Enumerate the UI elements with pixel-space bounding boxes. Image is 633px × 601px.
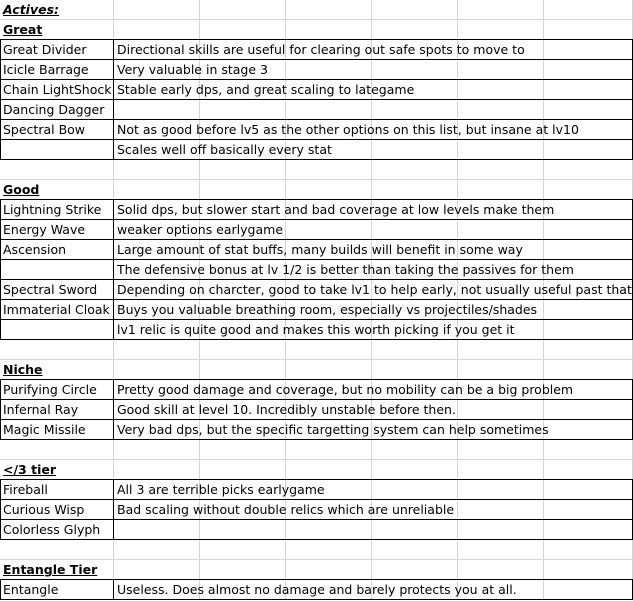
sheet-cell[interactable] <box>286 360 372 380</box>
skill-name <box>0 260 3 280</box>
sheet-cell[interactable] <box>286 100 372 120</box>
sheet-cell[interactable] <box>372 60 458 80</box>
sheet-cell[interactable] <box>458 400 544 420</box>
sheet-row <box>0 0 633 20</box>
skill-name: Spectral Bow <box>3 122 86 137</box>
sheet-row <box>0 60 633 80</box>
sheet-cell[interactable] <box>544 220 633 240</box>
skill-name: Fireball <box>3 482 48 497</box>
sheet-cell[interactable] <box>458 540 544 560</box>
sheet-cell[interactable] <box>114 20 200 40</box>
sheet-cell[interactable] <box>458 560 544 580</box>
row-border <box>0 319 633 320</box>
sheet-cell[interactable] <box>544 300 633 320</box>
row-border <box>0 139 633 140</box>
sheet-cell[interactable] <box>544 240 633 260</box>
sheet-cell[interactable] <box>200 460 286 480</box>
row-border <box>0 119 633 120</box>
sheet-cell[interactable] <box>458 460 544 480</box>
sheet-cell[interactable] <box>114 340 200 360</box>
sheet-cell[interactable] <box>544 160 633 180</box>
sheet-cell[interactable] <box>544 440 633 460</box>
sheet-cell[interactable] <box>286 220 372 240</box>
sheet-cell[interactable] <box>458 500 544 520</box>
skill-name: Curious Wisp <box>3 502 85 517</box>
sheet-row <box>0 340 633 360</box>
sheet-cell[interactable] <box>286 20 372 40</box>
sheet-cell[interactable] <box>114 100 200 120</box>
row-border <box>0 419 633 420</box>
sheet-cell[interactable] <box>544 0 633 20</box>
row-border <box>0 279 633 280</box>
sheet-cell[interactable] <box>372 520 458 540</box>
skill-name: Purifying Circle <box>3 382 97 397</box>
sheet-cell[interactable] <box>544 460 633 480</box>
sheet-cell[interactable] <box>372 480 458 500</box>
sheet-row <box>0 460 633 480</box>
row-border <box>0 59 633 60</box>
sheet-cell[interactable] <box>544 200 633 220</box>
sheet-cell[interactable] <box>114 180 200 200</box>
sheet-cell[interactable] <box>544 400 633 420</box>
sheet-cell[interactable] <box>200 180 286 200</box>
sheet-cell[interactable] <box>372 340 458 360</box>
sheet-cell[interactable] <box>200 360 286 380</box>
sheet-cell[interactable] <box>372 160 458 180</box>
skill-note: weaker options earlygame <box>117 222 284 237</box>
sheet-cell[interactable] <box>372 440 458 460</box>
skill-note: Stable early dps, and great scaling to lategame <box>117 82 415 97</box>
skill-note: Depending on charcter, good to take lv1 to help early, not usually useful past that <box>117 282 632 297</box>
skill-note: The defensive bonus at lv 1/2 is better than taking the passives for them <box>117 262 574 277</box>
skill-name: Ascension <box>3 242 67 257</box>
skill-note: Scales well off basically every stat <box>117 142 332 157</box>
sheet-cell[interactable] <box>544 360 633 380</box>
sheet-cell[interactable] <box>544 180 633 200</box>
skill-name: Icicle Barrage <box>3 62 89 77</box>
sheet-cell[interactable] <box>0 260 114 280</box>
sheet-cell[interactable] <box>544 320 633 340</box>
skill-name: Energy Wave <box>3 222 86 237</box>
sheet-cell[interactable] <box>544 20 633 40</box>
sheet-cell[interactable] <box>286 180 372 200</box>
skill-note: Very bad dps, but the specific targetting system can help sometimes <box>117 422 549 437</box>
sheet-cell[interactable] <box>372 220 458 240</box>
sheet-cell[interactable] <box>0 140 114 160</box>
skill-note: Not as good before lv5 as the other options on this list, but insane at lv10 <box>117 122 579 137</box>
sheet-cell[interactable] <box>458 60 544 80</box>
skill-name: Colorless Glyph <box>3 522 101 537</box>
column-border <box>113 379 114 440</box>
sheet-cell[interactable] <box>200 160 286 180</box>
sheet-cell[interactable] <box>458 0 544 20</box>
sheet-cell[interactable] <box>458 20 544 40</box>
sheet-cell[interactable] <box>286 520 372 540</box>
sheet-cell[interactable] <box>372 100 458 120</box>
skill-name: Magic Missile <box>3 422 86 437</box>
sheet-cell[interactable] <box>286 460 372 480</box>
sheet-cell[interactable] <box>544 480 633 500</box>
sheet-cell[interactable] <box>200 540 286 560</box>
sheet-cell[interactable] <box>372 0 458 20</box>
sheet-cell[interactable] <box>286 440 372 460</box>
sheet-cell[interactable] <box>372 140 458 160</box>
sheet-cell[interactable] <box>200 20 286 40</box>
sheet-cell[interactable] <box>114 160 200 180</box>
sheet-cell[interactable] <box>286 340 372 360</box>
row-border <box>0 99 633 100</box>
sheet-cell[interactable] <box>458 220 544 240</box>
column-border <box>113 479 114 540</box>
sheet-cell[interactable] <box>0 340 114 360</box>
sheet-row <box>0 180 633 200</box>
sheet-cell[interactable] <box>0 440 114 460</box>
skill-name: Immaterial Cloak <box>3 302 110 317</box>
sheet-cell[interactable] <box>372 20 458 40</box>
sheet-cell[interactable] <box>200 440 286 460</box>
section-header: </3 tier <box>3 462 56 477</box>
sheet-cell[interactable] <box>544 580 633 600</box>
sheet-cell[interactable] <box>458 480 544 500</box>
sheet-cell[interactable] <box>458 180 544 200</box>
sheet-cell[interactable] <box>200 100 286 120</box>
skill-note: Pretty good damage and coverage, but no mobility can be a big problem <box>117 382 574 397</box>
skill-note: Large amount of stat buffs, many builds will benefit in some way <box>117 242 523 257</box>
sheet-cell[interactable] <box>200 560 286 580</box>
skill-note: Good skill at level 10. Incredibly unstable before then. <box>117 402 456 417</box>
skill-name: Spectral Sword <box>3 282 98 297</box>
row-border <box>0 299 633 300</box>
sheet-cell[interactable] <box>114 460 200 480</box>
row-border <box>0 79 633 80</box>
sheet-cell[interactable] <box>286 560 372 580</box>
sheet-row <box>0 540 633 560</box>
sheet-row <box>0 440 633 460</box>
sheet-cell[interactable] <box>286 60 372 80</box>
sheet-cell[interactable] <box>286 160 372 180</box>
skill-note: Solid dps, but slower start and bad coverage at low levels make them <box>117 202 555 217</box>
sheet-cell[interactable] <box>114 0 200 20</box>
skill-note: All 3 are terrible picks earlygame <box>117 482 325 497</box>
sheet-cell[interactable] <box>544 560 633 580</box>
sheet-cell[interactable] <box>114 540 200 560</box>
sheet-cell[interactable] <box>458 80 544 100</box>
sheet-cell[interactable] <box>114 520 200 540</box>
sheet-cell[interactable] <box>458 440 544 460</box>
skill-name <box>0 320 3 340</box>
skill-name: Lightning Strike <box>3 202 102 217</box>
skill-note: Useless. Does almost no damage and barely protects you at all. <box>117 582 517 597</box>
sheet-cell[interactable] <box>544 540 633 560</box>
sheet-cell[interactable] <box>544 420 633 440</box>
row-border <box>0 219 633 220</box>
skill-note: lv1 relic is quite good and makes this worth picking if you get it <box>117 322 515 337</box>
sheet-cell[interactable] <box>544 80 633 100</box>
skill-name: Chain LightShock <box>3 82 112 97</box>
section-header: Niche <box>3 362 43 377</box>
sheet-cell[interactable] <box>0 160 114 180</box>
skill-note: Very valuable in stage 3 <box>117 62 268 77</box>
section-header: Great <box>3 22 43 37</box>
skill-name: Infernal Ray <box>3 402 79 417</box>
skill-name: Great Divider <box>3 42 87 57</box>
sheet-cell[interactable] <box>286 0 372 20</box>
sheet-cell[interactable] <box>544 520 633 540</box>
row-border <box>0 499 633 500</box>
sheet-cell[interactable] <box>372 540 458 560</box>
sheet-cell[interactable] <box>458 140 544 160</box>
row-border <box>0 399 633 400</box>
sheet-cell[interactable] <box>114 560 200 580</box>
sheet-cell[interactable] <box>544 60 633 80</box>
sheet-cell[interactable] <box>114 440 200 460</box>
sheet-cell[interactable] <box>200 520 286 540</box>
column-border <box>113 579 114 600</box>
sheet-cell[interactable] <box>544 40 633 60</box>
sheet-cell[interactable] <box>458 160 544 180</box>
row-border <box>0 259 633 260</box>
sheet-row <box>0 360 633 380</box>
sheet-cell[interactable] <box>0 540 114 560</box>
skill-name: Entangle <box>3 582 59 597</box>
page-title: Actives: <box>3 2 60 17</box>
sheet-cell[interactable] <box>544 140 633 160</box>
sheet-cell[interactable] <box>372 180 458 200</box>
sheet-cell[interactable] <box>372 360 458 380</box>
row-border <box>0 519 633 520</box>
sheet-cell[interactable] <box>200 340 286 360</box>
sheet-cell[interactable] <box>544 500 633 520</box>
sheet-cell[interactable] <box>0 320 114 340</box>
skill-note: Bad scaling without double relics which are unreliable <box>117 502 455 517</box>
sheet-cell[interactable] <box>458 360 544 380</box>
sheet-cell[interactable] <box>544 100 633 120</box>
sheet-cell[interactable] <box>372 560 458 580</box>
skill-note <box>114 100 117 120</box>
sheet-cell[interactable] <box>458 520 544 540</box>
sheet-cell[interactable] <box>458 340 544 360</box>
sheet-cell[interactable] <box>372 460 458 480</box>
skill-name <box>0 140 3 160</box>
sheet-row <box>0 160 633 180</box>
section-header: Good <box>3 182 40 197</box>
skill-note <box>114 520 117 540</box>
section-header: Entangle Tier <box>3 562 98 577</box>
skill-note: Buys you valuable breathing room, especially vs projectiles/shades <box>117 302 538 317</box>
skill-name: Dancing Dagger <box>3 102 105 117</box>
skill-note: Directional skills are useful for clearing out safe spots to move to <box>117 42 525 57</box>
sheet-cell[interactable] <box>458 100 544 120</box>
row-border <box>0 239 633 240</box>
sheet-cell[interactable] <box>114 360 200 380</box>
sheet-cell[interactable] <box>200 0 286 20</box>
sheet-cell[interactable] <box>544 340 633 360</box>
sheet-cell[interactable] <box>286 540 372 560</box>
sheet-row <box>0 20 633 40</box>
sheet-row <box>0 220 633 240</box>
